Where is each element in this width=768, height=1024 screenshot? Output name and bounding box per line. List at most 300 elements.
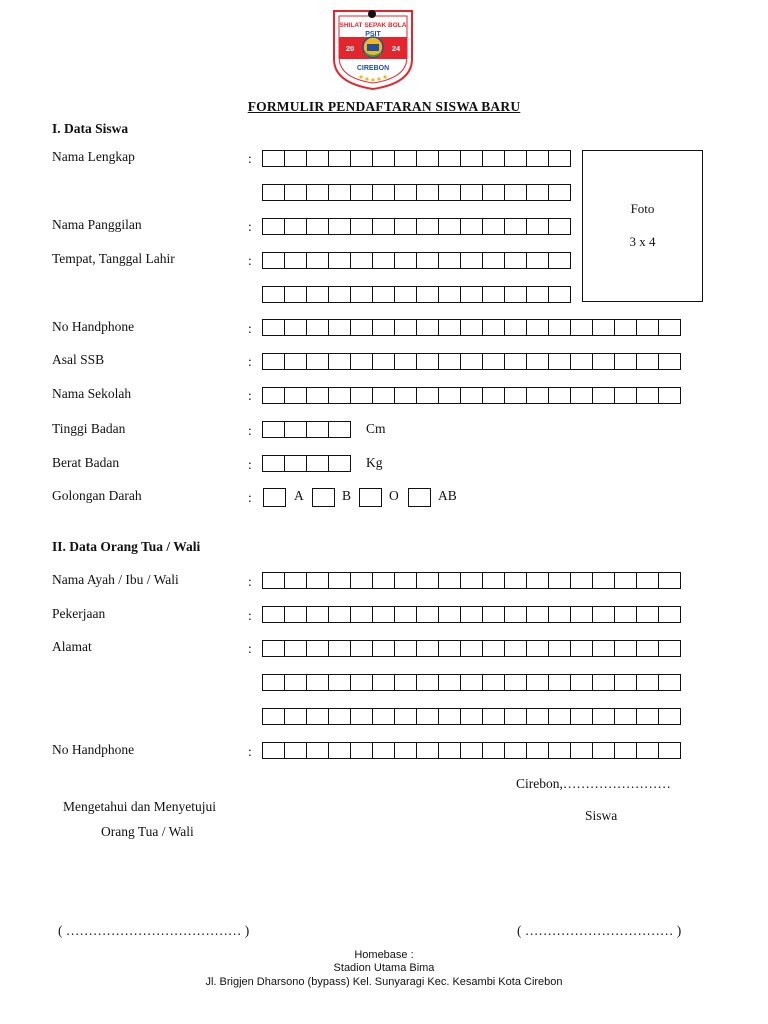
- input-alamat-3-cell[interactable]: [636, 708, 659, 725]
- input-nama-sekolah-cell[interactable]: [262, 387, 285, 404]
- checkbox-blood-a[interactable]: [263, 488, 286, 507]
- logo-name: PSIT: [365, 31, 381, 38]
- input-ttl-2-cell[interactable]: [482, 286, 505, 303]
- input-pekerjaan-cell[interactable]: [592, 606, 615, 623]
- input-ttl-2-cell[interactable]: [504, 286, 527, 303]
- input-pekerjaan-cell[interactable]: [284, 606, 307, 623]
- input-tinggi-badan-cell[interactable]: [262, 421, 285, 438]
- section1-heading: I. Data Siswa: [52, 121, 129, 136]
- input-nama-sekolah-cell[interactable]: [328, 387, 351, 404]
- input-alamat-2-cell[interactable]: [350, 674, 373, 691]
- input-nama-ortu-cell[interactable]: [284, 572, 307, 589]
- input-tinggi-badan-cell[interactable]: [306, 421, 329, 438]
- colon: :: [248, 490, 252, 505]
- input-alamat-3-cell[interactable]: [438, 708, 461, 725]
- input-asal-ssb-cell[interactable]: [284, 353, 307, 370]
- photo-placeholder: [582, 150, 703, 302]
- input-asal-ssb-cell[interactable]: [416, 353, 439, 370]
- colon: :: [248, 354, 252, 369]
- input-no-hp-cell[interactable]: [306, 319, 329, 336]
- blood-type-a: A: [294, 488, 304, 503]
- input-ttl-2-cell[interactable]: [372, 286, 395, 303]
- input-alamat-2-cell[interactable]: [504, 674, 527, 691]
- input-ttl-1-cell[interactable]: [548, 252, 571, 269]
- input-nama-lengkap-2[interactable]: [262, 184, 570, 201]
- input-asal-ssb-cell[interactable]: [592, 353, 615, 370]
- input-alamat-3-cell[interactable]: [548, 708, 571, 725]
- input-nama-lengkap-1-cell[interactable]: [372, 150, 395, 167]
- blood-type-ab: AB: [438, 488, 457, 503]
- input-nama-sekolah-cell[interactable]: [350, 387, 373, 404]
- input-alamat-1-cell[interactable]: [328, 640, 351, 657]
- input-pekerjaan-cell[interactable]: [328, 606, 351, 623]
- input-nama-lengkap-2-cell[interactable]: [438, 184, 461, 201]
- input-nama-ortu-cell[interactable]: [416, 572, 439, 589]
- input-ttl-1-cell[interactable]: [460, 252, 483, 269]
- label-nama-panggilan: Nama Panggilan: [52, 217, 142, 232]
- colon: :: [248, 423, 252, 438]
- input-pekerjaan-cell[interactable]: [548, 606, 571, 623]
- input-nama-ortu-cell[interactable]: [394, 572, 417, 589]
- input-berat-badan-cell[interactable]: [328, 455, 351, 472]
- input-pekerjaan-cell[interactable]: [394, 606, 417, 623]
- input-alamat-1[interactable]: [262, 640, 680, 657]
- unit-cm: Cm: [366, 421, 386, 436]
- input-alamat-3[interactable]: [262, 708, 680, 725]
- input-asal-ssb[interactable]: [262, 353, 680, 370]
- input-no-hp-ortu-cell[interactable]: [460, 742, 483, 759]
- input-alamat-2-cell[interactable]: [548, 674, 571, 691]
- input-alamat-3-cell[interactable]: [482, 708, 505, 725]
- colon: :: [248, 151, 252, 166]
- input-nama-lengkap-2-cell[interactable]: [548, 184, 571, 201]
- input-asal-ssb-cell[interactable]: [372, 353, 395, 370]
- input-nama-ortu-cell[interactable]: [658, 572, 681, 589]
- input-no-hp-cell[interactable]: [372, 319, 395, 336]
- input-ttl-2-cell[interactable]: [394, 286, 417, 303]
- input-alamat-3-cell[interactable]: [328, 708, 351, 725]
- input-alamat-3-cell[interactable]: [504, 708, 527, 725]
- input-alamat-3-cell[interactable]: [350, 708, 373, 725]
- input-nama-lengkap-1-cell[interactable]: [504, 150, 527, 167]
- input-alamat-2-cell[interactable]: [416, 674, 439, 691]
- input-alamat-1-cell[interactable]: [372, 640, 395, 657]
- input-no-hp-ortu-cell[interactable]: [504, 742, 527, 759]
- input-nama-lengkap-2-cell[interactable]: [350, 184, 373, 201]
- input-nama-ortu-cell[interactable]: [636, 572, 659, 589]
- input-alamat-2-cell[interactable]: [614, 674, 637, 691]
- blood-type-b: B: [342, 488, 352, 503]
- input-alamat-1-cell[interactable]: [438, 640, 461, 657]
- input-ttl-1-cell[interactable]: [438, 252, 461, 269]
- input-ttl-2-cell[interactable]: [306, 286, 329, 303]
- input-no-hp-ortu-cell[interactable]: [570, 742, 593, 759]
- input-alamat-1-cell[interactable]: [570, 640, 593, 657]
- input-nama-sekolah-cell[interactable]: [284, 387, 307, 404]
- input-no-hp-cell[interactable]: [482, 319, 505, 336]
- input-alamat-1-cell[interactable]: [548, 640, 571, 657]
- input-no-hp-cell[interactable]: [548, 319, 571, 336]
- input-pekerjaan-cell[interactable]: [614, 606, 637, 623]
- input-asal-ssb-cell[interactable]: [548, 353, 571, 370]
- input-alamat-2-cell[interactable]: [592, 674, 615, 691]
- input-nama-ortu-cell[interactable]: [526, 572, 549, 589]
- input-ttl-1-cell[interactable]: [328, 252, 351, 269]
- input-nama-sekolah-cell[interactable]: [394, 387, 417, 404]
- input-alamat-2-cell[interactable]: [482, 674, 505, 691]
- input-alamat-3-cell[interactable]: [526, 708, 549, 725]
- input-alamat-1-cell[interactable]: [284, 640, 307, 657]
- input-alamat-2-cell[interactable]: [460, 674, 483, 691]
- input-asal-ssb-cell[interactable]: [350, 353, 373, 370]
- input-alamat-1-cell[interactable]: [460, 640, 483, 657]
- input-alamat-3-cell[interactable]: [614, 708, 637, 725]
- input-ttl-1-cell[interactable]: [416, 252, 439, 269]
- input-alamat-3-cell[interactable]: [306, 708, 329, 725]
- checkbox-blood-o[interactable]: [359, 488, 382, 507]
- input-no-hp-ortu-cell[interactable]: [438, 742, 461, 759]
- input-nama-panggilan[interactable]: [262, 218, 570, 235]
- input-no-hp[interactable]: [262, 319, 680, 336]
- footer-stadium: Stadion Utama Bima: [333, 962, 435, 974]
- input-nama-lengkap-1-cell[interactable]: [482, 150, 505, 167]
- input-nama-ortu[interactable]: [262, 572, 680, 589]
- input-pekerjaan-cell[interactable]: [658, 606, 681, 623]
- input-pekerjaan-cell[interactable]: [372, 606, 395, 623]
- input-alamat-1-cell[interactable]: [306, 640, 329, 657]
- input-no-hp-cell[interactable]: [504, 319, 527, 336]
- input-no-hp-ortu-cell[interactable]: [658, 742, 681, 759]
- input-nama-lengkap-1-cell[interactable]: [526, 150, 549, 167]
- input-no-hp-ortu-cell[interactable]: [548, 742, 571, 759]
- input-nama-ortu-cell[interactable]: [570, 572, 593, 589]
- input-nama-sekolah-cell[interactable]: [614, 387, 637, 404]
- input-pekerjaan-cell[interactable]: [504, 606, 527, 623]
- input-nama-panggilan-cell[interactable]: [504, 218, 527, 235]
- input-no-hp-cell[interactable]: [394, 319, 417, 336]
- input-no-hp-cell[interactable]: [328, 319, 351, 336]
- input-no-hp-ortu-cell[interactable]: [416, 742, 439, 759]
- input-no-hp-ortu-cell[interactable]: [636, 742, 659, 759]
- input-alamat-2[interactable]: [262, 674, 680, 691]
- input-alamat-2-cell[interactable]: [438, 674, 461, 691]
- input-pekerjaan-cell[interactable]: [416, 606, 439, 623]
- input-nama-lengkap-2-cell[interactable]: [526, 184, 549, 201]
- input-berat-badan[interactable]: [262, 455, 350, 472]
- input-asal-ssb-cell[interactable]: [438, 353, 461, 370]
- input-nama-lengkap-1-cell[interactable]: [306, 150, 329, 167]
- input-nama-ortu-cell[interactable]: [592, 572, 615, 589]
- input-alamat-3-cell[interactable]: [372, 708, 395, 725]
- input-nama-sekolah[interactable]: [262, 387, 680, 404]
- input-nama-panggilan-cell[interactable]: [548, 218, 571, 235]
- input-asal-ssb-cell[interactable]: [262, 353, 285, 370]
- input-nama-sekolah-cell[interactable]: [548, 387, 571, 404]
- input-alamat-1-cell[interactable]: [416, 640, 439, 657]
- input-nama-lengkap-2-cell[interactable]: [416, 184, 439, 201]
- input-alamat-1-cell[interactable]: [262, 640, 285, 657]
- input-pekerjaan[interactable]: [262, 606, 680, 623]
- input-nama-ortu-cell[interactable]: [482, 572, 505, 589]
- input-nama-lengkap-2-cell[interactable]: [394, 184, 417, 201]
- input-nama-sekolah-cell[interactable]: [482, 387, 505, 404]
- input-nama-ortu-cell[interactable]: [306, 572, 329, 589]
- input-asal-ssb-cell[interactable]: [460, 353, 483, 370]
- input-no-hp-ortu-cell[interactable]: [394, 742, 417, 759]
- input-alamat-3-cell[interactable]: [460, 708, 483, 725]
- footer-address: Jl. Brigjen Dharsono (bypass) Kel. Sunyaragi Kec. Kesambi Kota Cirebon: [205, 976, 563, 988]
- colon: :: [248, 253, 252, 268]
- input-alamat-1-cell[interactable]: [636, 640, 659, 657]
- input-alamat-2-cell[interactable]: [262, 674, 285, 691]
- colon: :: [248, 219, 252, 234]
- input-no-hp-cell[interactable]: [262, 319, 285, 336]
- logo-year-left: 20: [345, 44, 355, 53]
- input-alamat-2-cell[interactable]: [394, 674, 417, 691]
- input-pekerjaan-cell[interactable]: [526, 606, 549, 623]
- input-ttl-2-cell[interactable]: [350, 286, 373, 303]
- input-pekerjaan-cell[interactable]: [570, 606, 593, 623]
- input-nama-panggilan-cell[interactable]: [416, 218, 439, 235]
- input-nama-sekolah-cell[interactable]: [438, 387, 461, 404]
- input-nama-ortu-cell[interactable]: [438, 572, 461, 589]
- psit-cirebon-logo: [330, 7, 416, 91]
- input-pekerjaan-cell[interactable]: [438, 606, 461, 623]
- input-nama-panggilan-cell[interactable]: [306, 218, 329, 235]
- input-no-hp-ortu[interactable]: [262, 742, 680, 759]
- input-nama-panggilan-cell[interactable]: [262, 218, 285, 235]
- input-asal-ssb-cell[interactable]: [482, 353, 505, 370]
- sign-right-label: Siswa: [585, 808, 618, 823]
- input-nama-sekolah-cell[interactable]: [460, 387, 483, 404]
- input-ttl-1-cell[interactable]: [526, 252, 549, 269]
- input-no-hp-cell[interactable]: [614, 319, 637, 336]
- input-nama-sekolah-cell[interactable]: [504, 387, 527, 404]
- input-alamat-3-cell[interactable]: [570, 708, 593, 725]
- input-no-hp-ortu-cell[interactable]: [284, 742, 307, 759]
- sign-left-blank: ( ………………………………… ): [58, 923, 250, 938]
- input-nama-panggilan-cell[interactable]: [526, 218, 549, 235]
- input-no-hp-ortu-cell[interactable]: [592, 742, 615, 759]
- input-alamat-2-cell[interactable]: [526, 674, 549, 691]
- input-nama-panggilan-cell[interactable]: [438, 218, 461, 235]
- input-pekerjaan-cell[interactable]: [306, 606, 329, 623]
- input-alamat-1-cell[interactable]: [614, 640, 637, 657]
- input-no-hp-ortu-cell[interactable]: [614, 742, 637, 759]
- input-ttl-1-cell[interactable]: [372, 252, 395, 269]
- input-alamat-2-cell[interactable]: [372, 674, 395, 691]
- input-no-hp-cell[interactable]: [438, 319, 461, 336]
- input-ttl-1-cell[interactable]: [284, 252, 307, 269]
- input-nama-lengkap-1-cell[interactable]: [460, 150, 483, 167]
- input-pekerjaan-cell[interactable]: [460, 606, 483, 623]
- input-nama-lengkap-2-cell[interactable]: [482, 184, 505, 201]
- input-ttl-2-cell[interactable]: [438, 286, 461, 303]
- input-ttl-1-cell[interactable]: [482, 252, 505, 269]
- input-nama-lengkap-1[interactable]: [262, 150, 570, 167]
- input-nama-panggilan-cell[interactable]: [350, 218, 373, 235]
- input-no-hp-cell[interactable]: [592, 319, 615, 336]
- input-ttl-2-cell[interactable]: [526, 286, 549, 303]
- photo-size: 3 x 4: [629, 234, 656, 249]
- input-ttl-2-cell[interactable]: [548, 286, 571, 303]
- input-nama-ortu-cell[interactable]: [504, 572, 527, 589]
- input-tinggi-badan-cell[interactable]: [284, 421, 307, 438]
- input-ttl-2-cell[interactable]: [262, 286, 285, 303]
- colon: :: [248, 388, 252, 403]
- input-no-hp-cell[interactable]: [416, 319, 439, 336]
- input-tinggi-badan-cell[interactable]: [328, 421, 351, 438]
- input-ttl-1-cell[interactable]: [306, 252, 329, 269]
- input-nama-sekolah-cell[interactable]: [526, 387, 549, 404]
- input-ttl-1-cell[interactable]: [262, 252, 285, 269]
- input-no-hp-cell[interactable]: [526, 319, 549, 336]
- input-nama-ortu-cell[interactable]: [350, 572, 373, 589]
- input-no-hp-cell[interactable]: [636, 319, 659, 336]
- input-nama-lengkap-2-cell[interactable]: [328, 184, 351, 201]
- input-nama-lengkap-2-cell[interactable]: [504, 184, 527, 201]
- input-no-hp-ortu-cell[interactable]: [526, 742, 549, 759]
- input-berat-badan-cell[interactable]: [284, 455, 307, 472]
- sign-left-line1: Mengetahui dan Menyetujui: [63, 799, 216, 814]
- input-asal-ssb-cell[interactable]: [328, 353, 351, 370]
- input-alamat-2-cell[interactable]: [284, 674, 307, 691]
- input-no-hp-ortu-cell[interactable]: [482, 742, 505, 759]
- input-alamat-1-cell[interactable]: [658, 640, 681, 657]
- input-alamat-3-cell[interactable]: [394, 708, 417, 725]
- input-nama-lengkap-1-cell[interactable]: [262, 150, 285, 167]
- input-alamat-2-cell[interactable]: [570, 674, 593, 691]
- input-nama-lengkap-1-cell[interactable]: [416, 150, 439, 167]
- input-berat-badan-cell[interactable]: [262, 455, 285, 472]
- input-ttl-2-cell[interactable]: [416, 286, 439, 303]
- input-asal-ssb-cell[interactable]: [570, 353, 593, 370]
- input-nama-lengkap-1-cell[interactable]: [328, 150, 351, 167]
- input-nama-lengkap-2-cell[interactable]: [372, 184, 395, 201]
- input-ttl-1-cell[interactable]: [504, 252, 527, 269]
- input-asal-ssb-cell[interactable]: [614, 353, 637, 370]
- input-no-hp-cell[interactable]: [284, 319, 307, 336]
- input-no-hp-cell[interactable]: [570, 319, 593, 336]
- input-asal-ssb-cell[interactable]: [636, 353, 659, 370]
- label-no-hp-ortu: No Handphone: [52, 742, 135, 757]
- input-alamat-1-cell[interactable]: [504, 640, 527, 657]
- footer-homebase: Homebase :: [354, 949, 414, 961]
- input-alamat-1-cell[interactable]: [592, 640, 615, 657]
- input-nama-panggilan-cell[interactable]: [482, 218, 505, 235]
- input-alamat-3-cell[interactable]: [592, 708, 615, 725]
- input-nama-panggilan-cell[interactable]: [460, 218, 483, 235]
- input-no-hp-ortu-cell[interactable]: [328, 742, 351, 759]
- input-tinggi-badan[interactable]: [262, 421, 350, 438]
- input-nama-sekolah-cell[interactable]: [372, 387, 395, 404]
- input-nama-lengkap-2-cell[interactable]: [306, 184, 329, 201]
- input-asal-ssb-cell[interactable]: [526, 353, 549, 370]
- input-nama-panggilan-cell[interactable]: [328, 218, 351, 235]
- input-ttl-1-cell[interactable]: [350, 252, 373, 269]
- input-nama-lengkap-1-cell[interactable]: [548, 150, 571, 167]
- input-alamat-3-cell[interactable]: [416, 708, 439, 725]
- input-nama-lengkap-1-cell[interactable]: [284, 150, 307, 167]
- input-asal-ssb-cell[interactable]: [658, 353, 681, 370]
- input-alamat-2-cell[interactable]: [306, 674, 329, 691]
- input-ttl-2[interactable]: [262, 286, 570, 303]
- logo-year-right: 24: [391, 44, 401, 53]
- input-alamat-1-cell[interactable]: [394, 640, 417, 657]
- input-pekerjaan-cell[interactable]: [636, 606, 659, 623]
- input-nama-sekolah-cell[interactable]: [570, 387, 593, 404]
- photo-label: Foto: [630, 201, 655, 216]
- sign-right-blank: ( …………………………… ): [517, 923, 682, 938]
- input-nama-ortu-cell[interactable]: [614, 572, 637, 589]
- input-alamat-2-cell[interactable]: [328, 674, 351, 691]
- input-nama-ortu-cell[interactable]: [460, 572, 483, 589]
- input-ttl-2-cell[interactable]: [328, 286, 351, 303]
- input-nama-lengkap-2-cell[interactable]: [262, 184, 285, 201]
- input-no-hp-ortu-cell[interactable]: [350, 742, 373, 759]
- logo-city: CIREBON: [356, 65, 390, 72]
- input-alamat-1-cell[interactable]: [526, 640, 549, 657]
- input-nama-panggilan-cell[interactable]: [394, 218, 417, 235]
- input-pekerjaan-cell[interactable]: [482, 606, 505, 623]
- input-nama-sekolah-cell[interactable]: [658, 387, 681, 404]
- input-nama-sekolah-cell[interactable]: [416, 387, 439, 404]
- input-alamat-1-cell[interactable]: [482, 640, 505, 657]
- input-asal-ssb-cell[interactable]: [504, 353, 527, 370]
- input-nama-lengkap-2-cell[interactable]: [460, 184, 483, 201]
- input-nama-ortu-cell[interactable]: [262, 572, 285, 589]
- input-no-hp-cell[interactable]: [460, 319, 483, 336]
- input-alamat-2-cell[interactable]: [636, 674, 659, 691]
- input-ttl-1[interactable]: [262, 252, 570, 269]
- input-asal-ssb-cell[interactable]: [306, 353, 329, 370]
- input-nama-panggilan-cell[interactable]: [372, 218, 395, 235]
- input-berat-badan-cell[interactable]: [306, 455, 329, 472]
- input-no-hp-ortu-cell[interactable]: [306, 742, 329, 759]
- input-no-hp-cell[interactable]: [350, 319, 373, 336]
- input-pekerjaan-cell[interactable]: [350, 606, 373, 623]
- label-alamat: Alamat: [52, 639, 92, 654]
- input-no-hp-cell[interactable]: [658, 319, 681, 336]
- input-nama-lengkap-1-cell[interactable]: [438, 150, 461, 167]
- input-asal-ssb-cell[interactable]: [394, 353, 417, 370]
- input-alamat-1-cell[interactable]: [350, 640, 373, 657]
- checkbox-blood-b[interactable]: [312, 488, 335, 507]
- input-no-hp-ortu-cell[interactable]: [372, 742, 395, 759]
- input-nama-sekolah-cell[interactable]: [592, 387, 615, 404]
- input-alamat-3-cell[interactable]: [658, 708, 681, 725]
- colon: :: [248, 608, 252, 623]
- input-ttl-2-cell[interactable]: [460, 286, 483, 303]
- input-ttl-1-cell[interactable]: [394, 252, 417, 269]
- input-no-hp-ortu-cell[interactable]: [262, 742, 285, 759]
- input-nama-lengkap-1-cell[interactable]: [394, 150, 417, 167]
- input-nama-sekolah-cell[interactable]: [636, 387, 659, 404]
- input-nama-ortu-cell[interactable]: [328, 572, 351, 589]
- input-nama-sekolah-cell[interactable]: [306, 387, 329, 404]
- input-alamat-2-cell[interactable]: [658, 674, 681, 691]
- input-nama-lengkap-1-cell[interactable]: [350, 150, 373, 167]
- input-nama-panggilan-cell[interactable]: [284, 218, 307, 235]
- checkbox-blood-ab[interactable]: [408, 488, 431, 507]
- input-nama-ortu-cell[interactable]: [548, 572, 571, 589]
- input-nama-ortu-cell[interactable]: [372, 572, 395, 589]
- input-alamat-3-cell[interactable]: [262, 708, 285, 725]
- input-pekerjaan-cell[interactable]: [262, 606, 285, 623]
- input-ttl-2-cell[interactable]: [284, 286, 307, 303]
- input-alamat-3-cell[interactable]: [284, 708, 307, 725]
- input-nama-lengkap-2-cell[interactable]: [284, 184, 307, 201]
